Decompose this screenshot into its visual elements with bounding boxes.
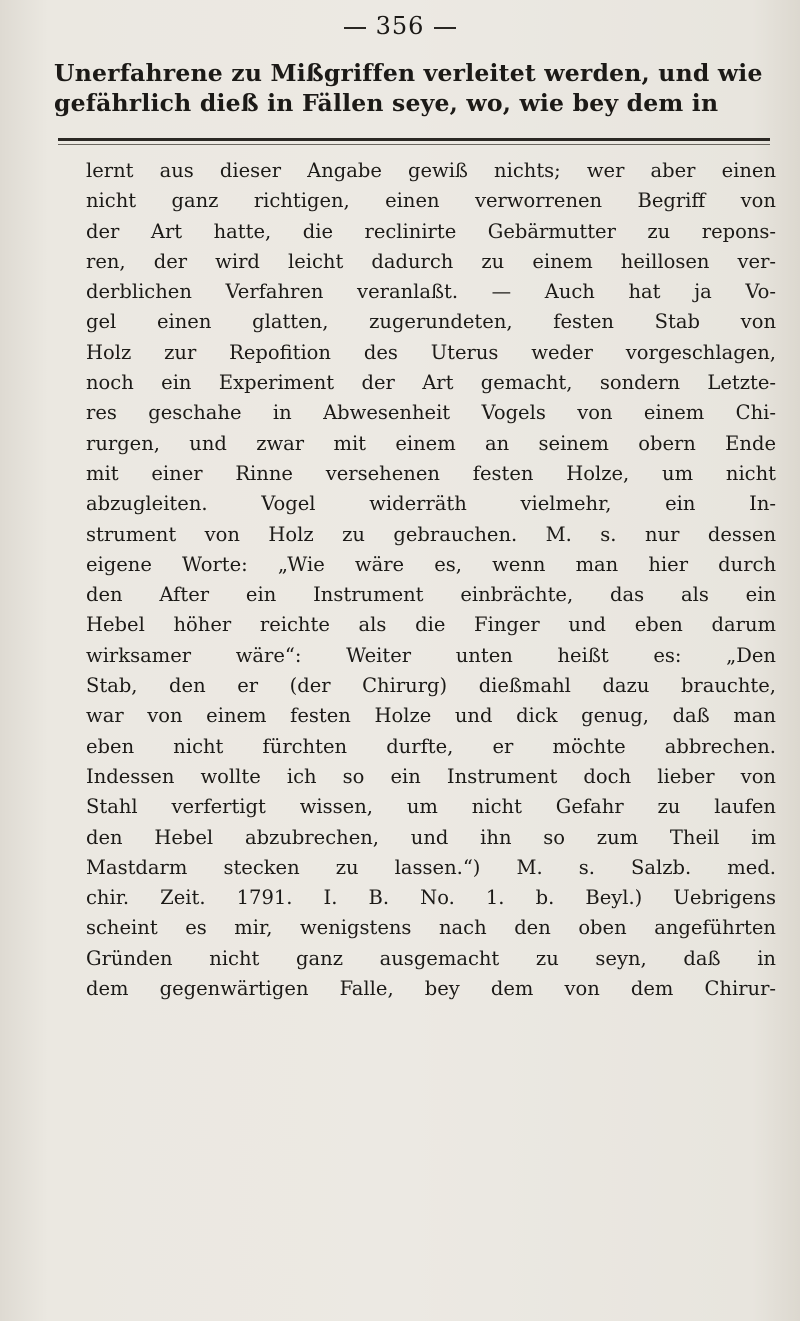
footnote-line: Holz zur Repofition des Uterus weder vorgeschlagen,	[86, 340, 776, 364]
footnote-line: den After ein Instrument einbrächte, das als ein	[86, 583, 776, 607]
page-number: 356	[375, 12, 425, 40]
footnote-separator-rule	[58, 138, 770, 141]
footnote-line: abzugleiten. Vogel widerräth vielmehr, ein In-	[86, 492, 776, 516]
footnote-line: eigene Worte: „Wie wäre es, wenn man hier durch	[86, 552, 776, 576]
footnote-line: war von einem festen Holze und dick genug, daß man	[86, 704, 776, 728]
right-dash-ornament	[434, 27, 456, 29]
footnote-line: Mastdarm stecken zu lassen.“) M. s. Salzb. med.	[86, 855, 776, 879]
main-text	[54, 58, 774, 118]
footnote-line: dem gegenwärtigen Falle, bey dem von dem Chirur-	[86, 977, 776, 1001]
footnote-line: der Art hatte, die reclinirte Gebärmutter zu repons-	[86, 219, 776, 243]
footnote-line: strument von Holz zu gebrauchen. M. s. nur dessen	[86, 522, 776, 546]
footnote-line: Gründen nicht ganz ausgemacht zu seyn, daß in	[86, 946, 776, 970]
footnote-line: lernt aus dieser Angabe gewiß nichts; wer aber einen	[86, 159, 776, 182]
main-text-line: gefährlich dieß in Fällen seye, wo, wie bey dem in	[54, 89, 719, 117]
footnote-line: eben nicht fürchten durfte, er möchte abbrechen.	[86, 734, 776, 758]
main-text-line: Unerfahrene zu Mißgriffen verleitet werden, und wie	[54, 59, 763, 87]
footnote-line: nicht ganz richtigen, einen verworrenen Begriff von	[86, 189, 776, 213]
footnote-line: scheint es mir, wenigstens nach den oben angeführten	[86, 916, 776, 940]
footnote-separator-thin-rule	[58, 144, 770, 145]
page-number-header	[0, 12, 800, 40]
footnote-line: gel einen glatten, zugerundeten, festen Stab von	[86, 310, 776, 334]
footnote-line: derblichen Verfahren veranlaßt. — Auch hat ja Vo-	[86, 280, 776, 304]
footnote-line: wirksamer wäre“: Weiter unten heißt es: „Den	[86, 643, 776, 667]
left-dash-ornament	[344, 27, 366, 29]
footnote-line: Stahl verfertigt wissen, um nicht Gefahr zu laufen	[86, 795, 776, 819]
footnote-text	[86, 156, 776, 1004]
footnote-line: Stab, den er (der Chirurg) dießmahl dazu brauchte,	[86, 674, 776, 698]
footnote-line: Hebel höher reichte als die Finger und eben darum	[86, 613, 776, 637]
footnote-line: ren, der wird leicht dadurch zu einem heillosen ver-	[86, 249, 776, 273]
footnote-line: rurgen, und zwar mit einem an seinem obern Ende	[86, 431, 776, 455]
footnote-line: res geschahe in Abwesenheit Vogels von einem Chi-	[86, 401, 776, 425]
footnote-line: den Hebel abzubrechen, und ihn so zum Theil im	[86, 825, 776, 849]
footnote-line: chir. Zeit. 1791. I. B. No. 1. b. Beyl.) Uebrigens	[86, 886, 776, 910]
footnote-line: Indessen wollte ich so ein Instrument doch lieber von	[86, 764, 776, 788]
footnote-line: noch ein Experiment der Art gemacht, sondern Letzte-	[86, 371, 776, 395]
footnote-line: mit einer Rinne versehenen festen Holze, um nicht	[86, 461, 776, 485]
